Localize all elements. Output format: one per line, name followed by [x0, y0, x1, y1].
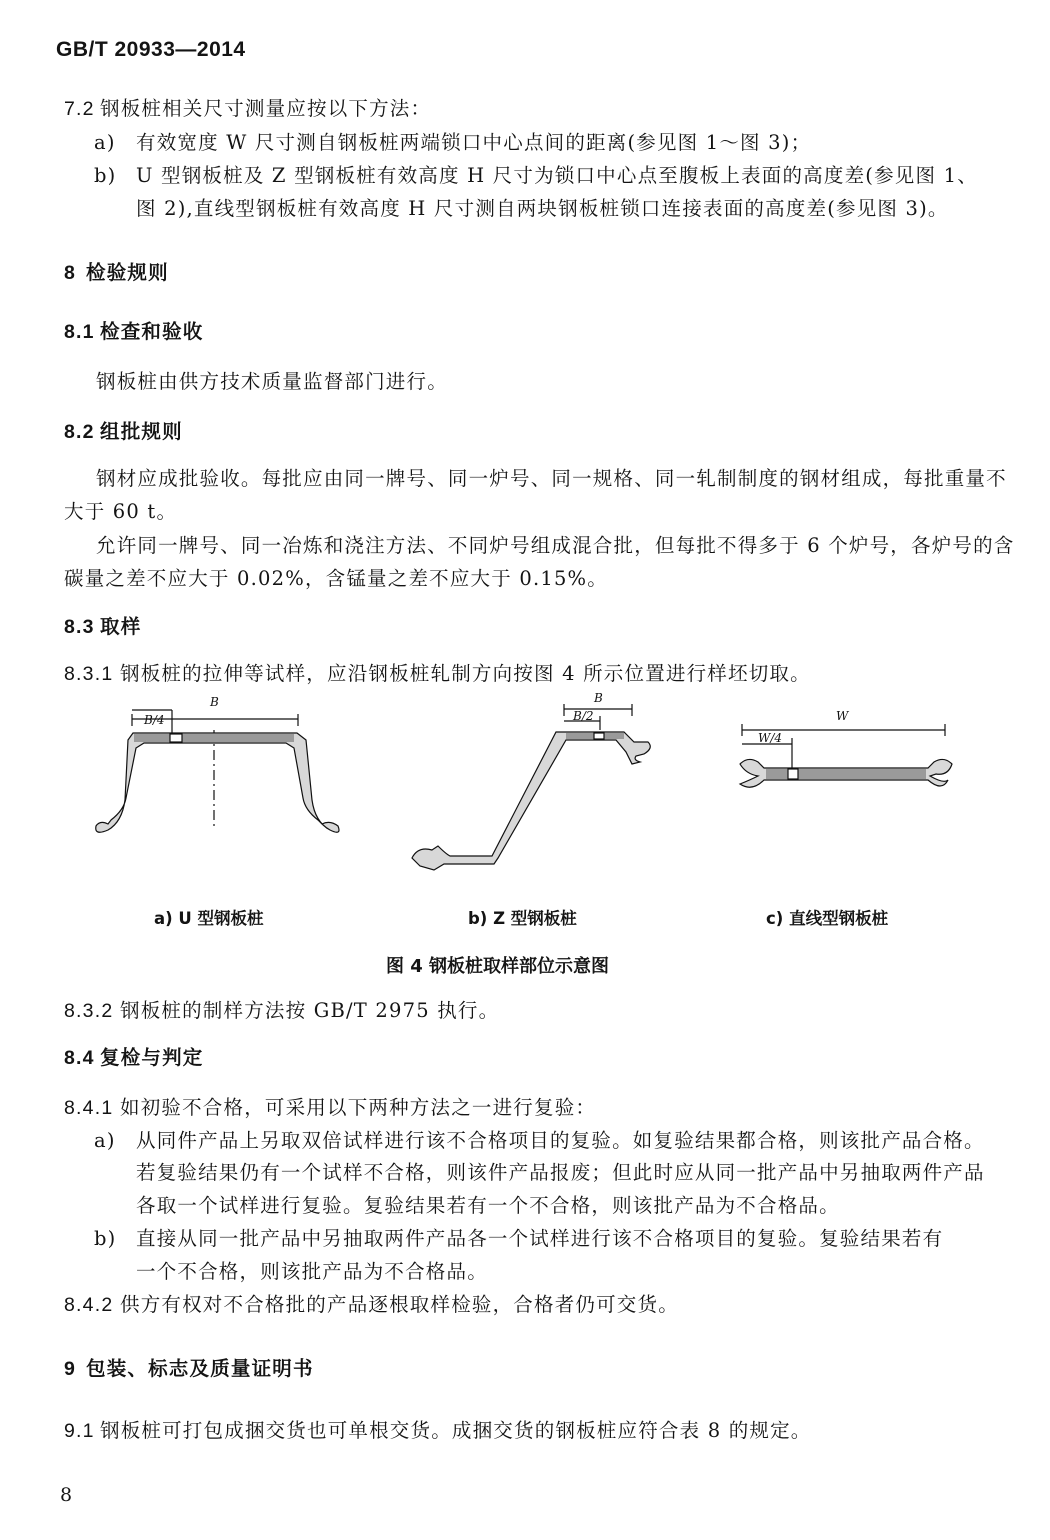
u-type-sheet-pile-figure — [96, 710, 339, 832]
list-marker: a) — [94, 1129, 116, 1152]
clause-8-4-2 — [64, 1292, 679, 1318]
list-item-text: 从同件产品上另取双倍试样进行该不合格项目的复验。如复验结果都合格，则该批产品合格。 — [136, 1129, 985, 1152]
list-marker: b) — [94, 1227, 117, 1250]
figure-caption-c: c) 直线型钢板桩 — [766, 909, 889, 928]
page-number: 8 — [60, 1484, 73, 1506]
clause-8-4-1 — [64, 1095, 596, 1121]
figure-4-drawing — [0, 690, 1050, 890]
paragraph: 大于 60 t。 — [64, 500, 178, 523]
subsection-title: 复检与判定 — [100, 1046, 204, 1069]
clause-number: 8.3.2 — [64, 1000, 114, 1022]
subsection-heading — [64, 419, 183, 445]
figure-caption-b: b) Z 型钢板桩 — [468, 909, 577, 928]
dimension-label-b: B — [594, 691, 603, 705]
subsection-title: 检查和验收 — [100, 320, 204, 343]
clause-text: 供方有权对不合格批的产品逐根取样检验，合格者仍可交货。 — [120, 1293, 679, 1316]
paragraph: 钢材应成批验收。每批应由同一牌号、同一炉号、同一规格、同一轧制制度的钢材组成，每批重量不 — [96, 467, 1007, 490]
clause-8-3-2 — [64, 998, 499, 1024]
dimension-label-b: B — [210, 695, 219, 709]
list-item-text: 各取一个试样进行复验。复验结果若有一个不合格，则该批产品为不合格品。 — [136, 1194, 840, 1217]
list-item-text: 直接从同一批产品中另抽取两件产品各一个试样进行该不合格项目的复验。复验结果若有 — [136, 1227, 944, 1250]
subsection-heading — [64, 1045, 204, 1071]
list-item-text: 图 2),直线型钢板桩有效高度 H 尺寸测自两块钢板桩锁口连接表面的高度差(参见图 3)。 — [136, 197, 949, 220]
subsection-number: 8.2 — [64, 421, 95, 443]
section-heading — [64, 260, 169, 286]
section-number: 8 — [64, 262, 77, 284]
paragraph: 允许同一牌号、同一冶炼和浇注方法、不同炉号组成混合批，但每批不得多于 6 个炉号，各炉号的含 — [96, 534, 1015, 557]
section-heading — [64, 1356, 314, 1382]
dimension-label-b-4: B/4 — [144, 713, 165, 727]
subsection-heading — [64, 319, 204, 345]
clause-7-2 — [64, 96, 431, 122]
section-title: 检验规则 — [86, 261, 169, 284]
figure-title: 图 4 钢板桩取样部位示意图 — [386, 956, 610, 977]
clause-text: 钢板桩的拉伸等试样，应沿钢板桩轧制方向按图 4 所示位置进行样坯切取。 — [120, 662, 811, 685]
clause-number: 9.1 — [64, 1420, 95, 1442]
list-item-text: U 型钢板桩及 Z 型钢板桩有效高度 H 尺寸为锁口中心点至腹板上表面的高度差(参见图 1、 — [136, 164, 978, 187]
list-marker: a) — [94, 131, 116, 154]
dimension-label-w: W — [836, 709, 849, 723]
clause-text: 钢板桩相关尺寸测量应按以下方法： — [100, 97, 432, 120]
clause-number: 8.4.2 — [64, 1294, 114, 1316]
clause-number: 8.3.1 — [64, 663, 114, 685]
figure-caption-a: a) U 型钢板桩 — [154, 909, 264, 928]
subsection-number: 8.4 — [64, 1047, 95, 1069]
subsection-number: 8.3 — [64, 616, 95, 638]
list-item-text: 一个不合格，则该批产品为不合格品。 — [136, 1260, 488, 1283]
list-item-text: 有效宽度 W 尺寸测自钢板桩两端锁口中心点间的距离(参见图 1～图 3)； — [136, 131, 812, 154]
section-title: 包装、标志及质量证明书 — [86, 1357, 314, 1380]
z-type-sheet-pile-figure — [412, 704, 650, 870]
clause-text: 钢板桩的制样方法按 GB/T 2975 执行。 — [120, 999, 500, 1022]
subsection-title: 组批规则 — [100, 420, 183, 443]
list-item-text: 若复验结果仍有一个试样不合格，则该件产品报废；但此时应从同一批产品中另抽取两件产品 — [136, 1161, 985, 1184]
dimension-label-w-4: W/4 — [758, 731, 783, 745]
subsection-number: 8.1 — [64, 321, 95, 343]
list-marker: b) — [94, 164, 117, 187]
clause-9-1 — [64, 1418, 812, 1444]
standard-number: GB/T 20933—2014 — [56, 38, 246, 61]
dimension-label-b-2: B/2 — [573, 709, 594, 723]
paragraph: 碳量之差不应大于 0.02%，含锰量之差不应大于 0.15%。 — [64, 567, 608, 590]
section-number: 9 — [64, 1358, 77, 1380]
subsection-heading — [64, 614, 141, 640]
clause-text: 如初验不合格，可采用以下两种方法之一进行复验： — [120, 1096, 597, 1119]
paragraph: 钢板桩由供方技术质量监督部门进行。 — [96, 370, 448, 393]
clause-text: 钢板桩可打包成捆交货也可单根交货。成捆交货的钢板桩应符合表 8 的规定。 — [100, 1419, 812, 1442]
clause-number: 8.4.1 — [64, 1097, 114, 1119]
clause-number: 7.2 — [64, 98, 95, 120]
subsection-title: 取样 — [100, 615, 142, 638]
clause-8-3-1 — [64, 661, 811, 687]
